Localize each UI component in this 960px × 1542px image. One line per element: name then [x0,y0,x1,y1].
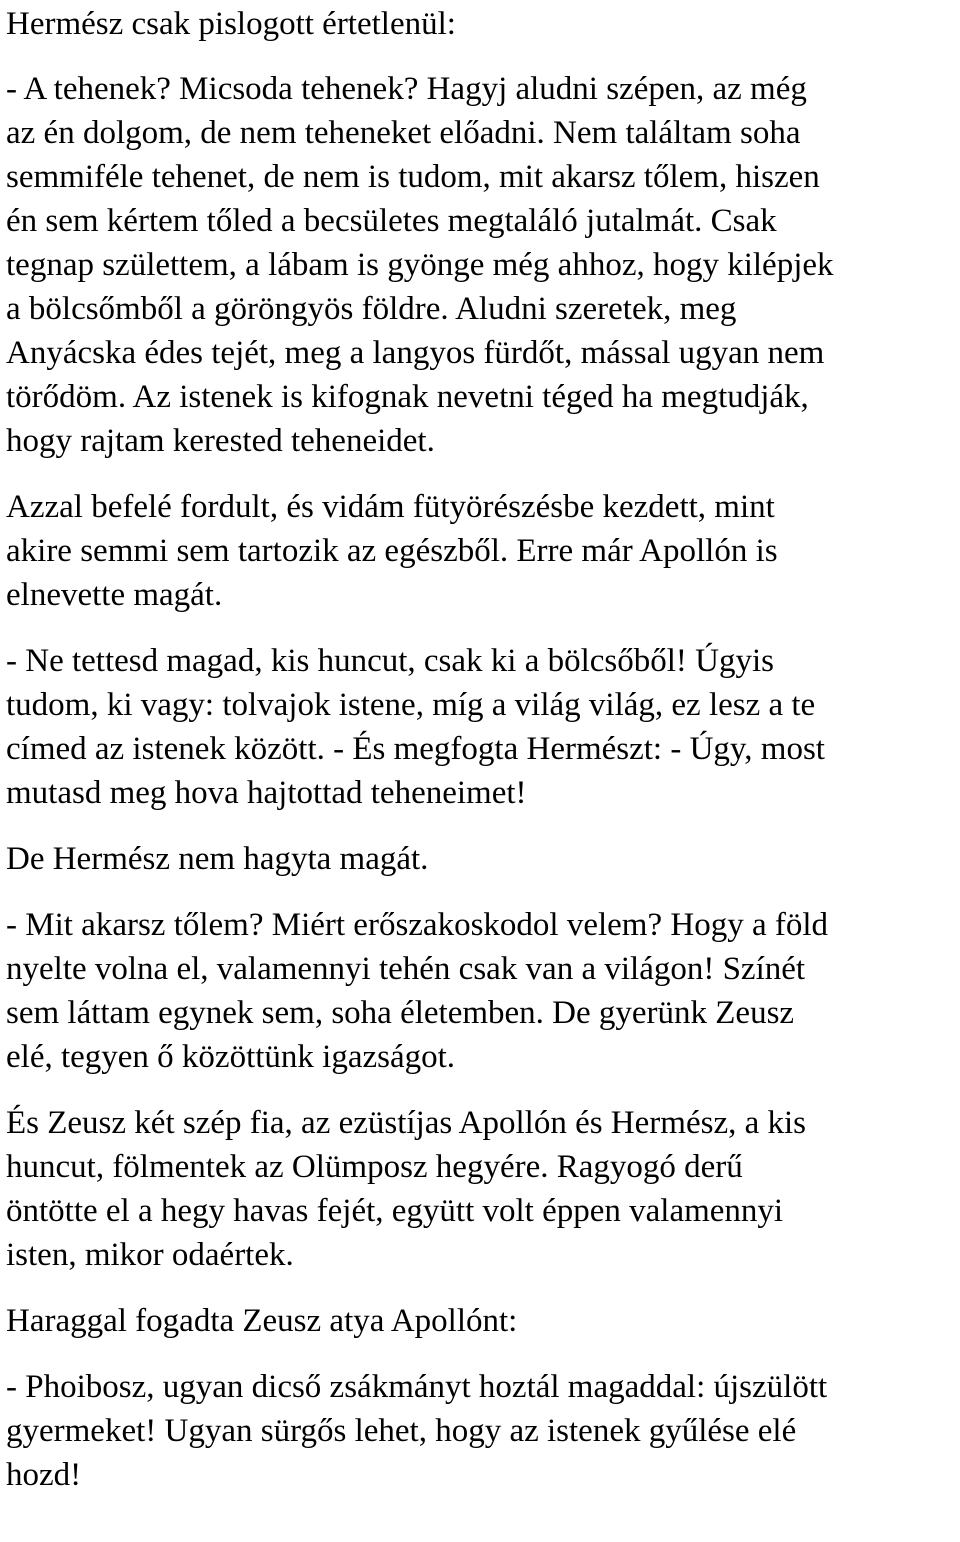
text-line: hozd! [6,1457,82,1493]
paragraph-8 [6,1299,956,1343]
text-line: huncut, fölmentek az Olümposz hegyére. Ragyogó derű [6,1149,743,1185]
text-line: akire semmi sem tartozik az egészből. Erre már Apollón is [6,533,778,569]
text-line: címed az istenek között. - És megfogta Hermészt: - Úgy, most [6,731,825,767]
text-line: tegnap születtem, a lábam is gyönge még ahhoz, hogy kilépjek [6,247,834,283]
text-line: Haraggal fogadta Zeusz atya Apollónt: [6,1303,518,1339]
text-line: De Hermész nem hagyta magát. [6,841,429,877]
text-line: hogy rajtam kerested teheneidet. [6,423,435,459]
text-line: semmiféle tehenet, de nem is tudom, mit akarsz tőlem, hiszen [6,159,820,195]
text-line: És Zeusz két szép fia, az ezüstíjas Apollón és Hermész, a kis [6,1105,806,1141]
text-line: Anyácska édes tejét, meg a langyos fürdőt, mással ugyan nem [6,335,825,371]
text-line: gyermeket! Ugyan sürgős lehet, hogy az istenek gyűlése elé [6,1413,797,1449]
text-line: elnevette magát. [6,577,223,613]
paragraph-7 [6,1101,956,1277]
paragraph-2 [6,67,956,463]
paragraph-1 [6,2,956,46]
text-line: törődöm. Az istenek is kifognak nevetni téged ha megtudják, [6,379,809,415]
text-line: az én dolgom, de nem teheneket előadni. Nem találtam soha [6,115,801,151]
paragraph-3 [6,485,956,617]
text-line: Azzal befelé fordult, és vidám fütyörészésbe kezdett, mint [6,489,775,525]
paragraph-4 [6,639,956,815]
paragraph-6 [6,903,956,1079]
text-line: tudom, ki vagy: tolvajok istene, míg a világ világ, ez lesz a te [6,687,816,723]
text-line: isten, mikor odaértek. [6,1237,294,1273]
text-line: nyelte volna el, valamennyi tehén csak van a világon! Színét [6,951,806,987]
text-line: - Mit akarsz tőlem? Miért erőszakoskodol velem? Hogy a föld [6,907,829,943]
text-line: elé, tegyen ő közöttünk igazságot. [6,1039,456,1075]
text-line: - Phoibosz, ugyan dicső zsákmányt hoztál magaddal: újszülött [6,1369,828,1405]
text-line: sem láttam egynek sem, soha életemben. De gyerünk Zeusz [6,995,795,1031]
text-line: mutasd meg hova hajtottad teheneimet! [6,775,527,811]
text-line: öntötte el a hegy havas fejét, együtt volt éppen valamennyi [6,1193,784,1229]
text-line: a bölcsőmből a göröngyös földre. Aludni szeretek, meg [6,291,737,327]
text-line: - Ne tettesd magad, kis huncut, csak ki a bölcsőből! Úgyis [6,643,775,679]
paragraph-9 [6,1365,956,1497]
text-line: én sem kértem tőled a becsületes megtaláló jutalmát. Csak [6,203,777,239]
paragraph-5 [6,837,956,881]
document-page [6,2,956,1519]
text-line: Hermész csak pislogott értetlenül: [6,6,456,42]
text-line: - A tehenek? Micsoda tehenek? Hagyj aludni szépen, az még [6,71,807,107]
